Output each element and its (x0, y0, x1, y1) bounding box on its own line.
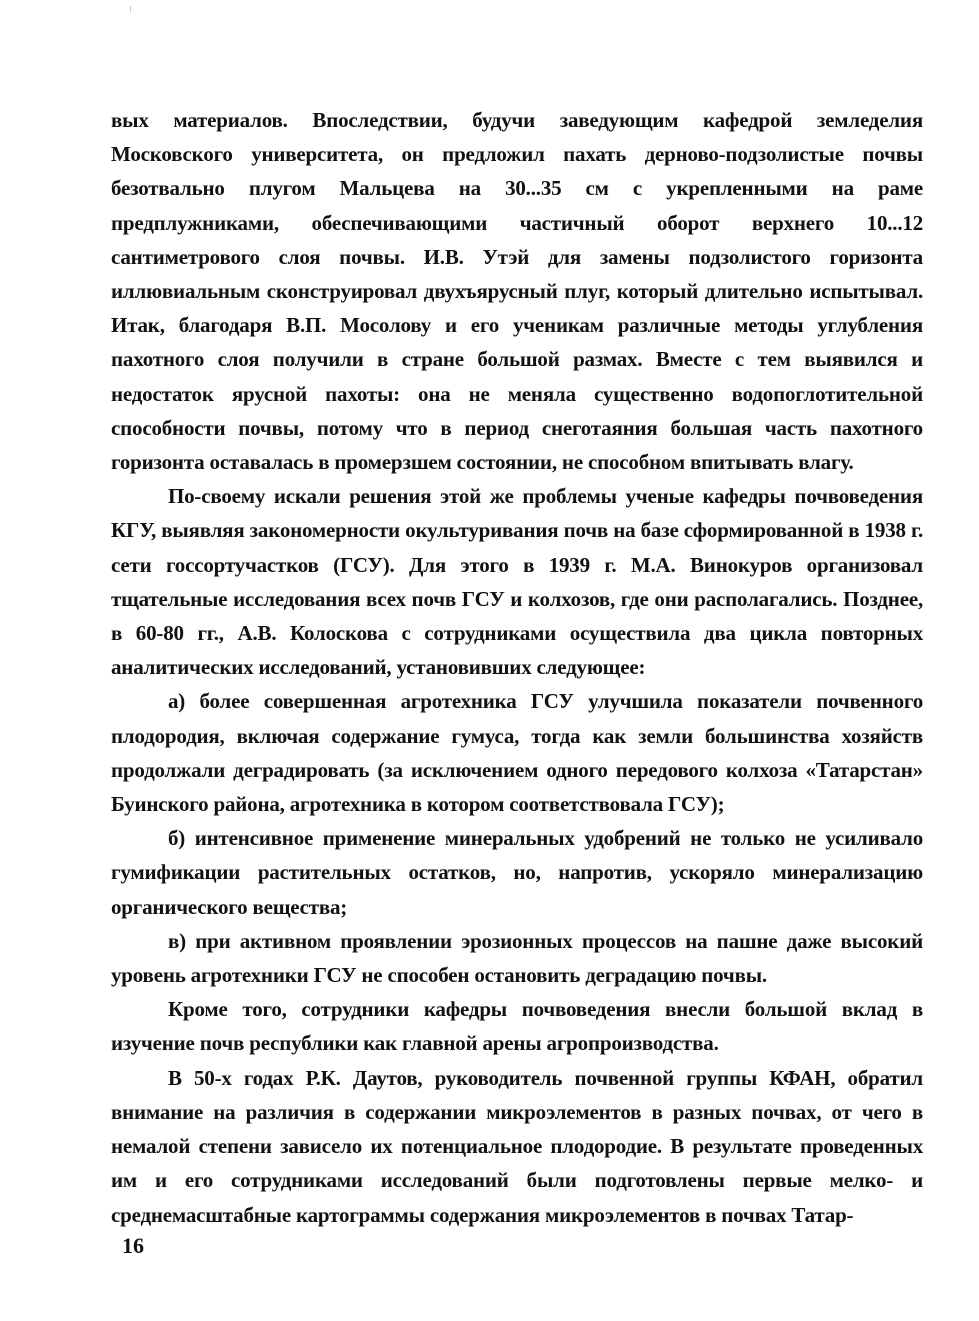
page-number: 16 (122, 1233, 144, 1258)
paragraph-microelements: В 50-х годах Р.К. Даутов, руководитель почвенной группы КФАН, обратил внимание на различия в содержании микроэлементов в разных почвах, от чего в немалой степени зависело их потенциальное плодородие. В результате проведенных им и его сотрудниками исследований были подготовлены первые мелко- и среднемасштабные картограммы содержания микроэлементов в почвах Татар- (111, 1065, 923, 1227)
scan-speck (130, 6, 131, 12)
paragraph-kgu-soil-science: По-своему искали решения этой же проблемы ученые кафедры почвоведения КГУ, выявляя закономерности окультуривания почв на базе сформированной в 1938 г. сети госсортучастков (ГСУ). Для этого в 1939 г. М.А. Винокуров организовал тщательные исследования всех почв ГСУ и колхозов, где они располагались. Позднее, в 60-80 гг., А.В. Колоскова с сотрудниками осуществила два цикла повторных аналитических исследований, установивших следующее: (111, 484, 923, 680)
paragraph-finding-b: б) интенсивное применение минеральных удобрений не только не усиливало гумификации растительных остатков, но, напротив, ускоряло минерализацию органического вещества; (111, 826, 923, 919)
paragraph-finding-a: а) более совершенная агротехника ГСУ улучшила показатели почвенного плодородия, включая содержание гумуса, тогда как земли большинства хозяйств продолжали деградировать (за исключением одного передового колхоза «Татарстан» Буинского района, агротехника в котором соответствовала ГСУ); (111, 689, 923, 817)
paragraph-finding-c: в) при активном проявлении эрозионных процессов на пашне даже высокий уровень агротехники ГСУ не способен остановить деградацию почвы. (111, 928, 923, 988)
paragraph-republic-soils: Кроме того, сотрудники кафедры почвоведения внесли большой вклад в изучение почв республики как главной арены агропроизводства. (111, 997, 923, 1056)
body-text (111, 103, 923, 1232)
paragraph-continuation: вых материалов. Впоследствии, будучи заведующим кафедрой земледелия Московского университета, он предложил пахать дерново-подзолистые почвы безотвально плугом Мальцева на 30...35 см с укрепленными на раме предплужниками, обеспечивающими частичный оборот верхнего 10...12 сантиметрового слоя почвы. И.В. Утэй для замены подзолистого горизонта иллювиальным сконструировал двухъярусный плуг, который длительно испытывал. Итак, благодаря В.П. Мосолову и его ученикам различные методы углубления пахотного слоя получили в стране большой размах. Вместе с тем выявился и недостаток ярусной пахоты: она не меняла существенно водопоглотительной способности почвы, потому что в период снеготаяния большая часть пахотного горизонта оставалась в промерзшем состоянии, не способном впитывать влагу. (111, 108, 923, 475)
